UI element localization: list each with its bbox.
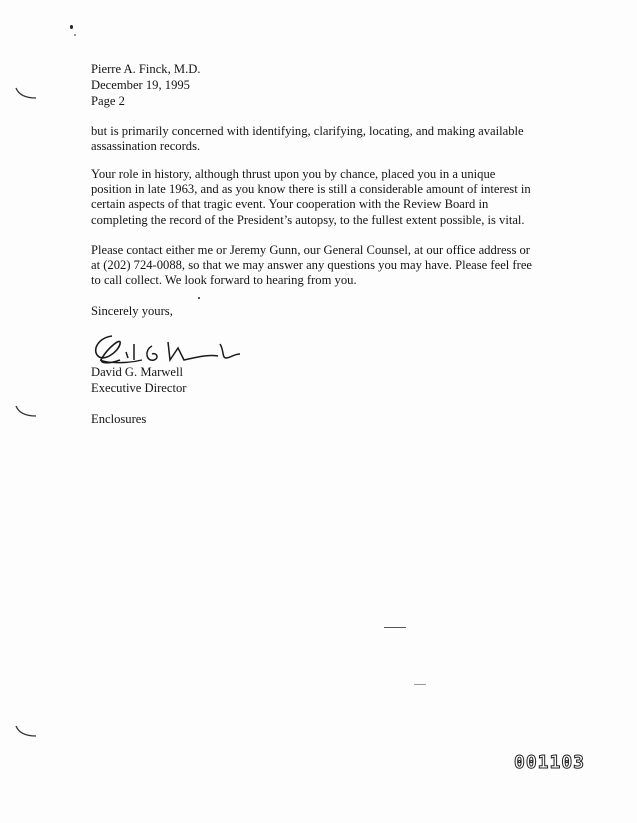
paragraph-line: to call collect. We look forward to hearing from you. [91, 273, 357, 288]
recipient-name: Pierre A. Finck, M.D. [91, 62, 201, 76]
scan-speck [414, 684, 426, 685]
paragraph-line: Your role in history, although thrust upon you by chance, placed you in a unique [91, 167, 496, 181]
paragraph-line: but is primarily concerned with identifying, clarifying, locating, and making available [91, 124, 524, 138]
paragraph-line: Please contact either me or Jeremy Gunn, our General Counsel, at our office address or [91, 243, 530, 257]
paragraph-line: at (202) 724-0088, so that we may answer any questions you may have. Please feel free [91, 258, 532, 273]
signer-name: David G. Marwell [91, 365, 183, 379]
paragraph-line: certain aspects of that tragic event. Your cooperation with the Review Board in [91, 197, 489, 212]
paragraph-line: assassination records. [91, 139, 201, 154]
paragraph-3 [91, 243, 571, 289]
letter-date: December 19, 1995 [91, 78, 190, 92]
salutation: Sincerely yours, [91, 304, 173, 318]
paragraph-line: completing the record of the President’s autopsy, to the fullest extent possible, is vital. [91, 212, 525, 227]
margin-mark [14, 724, 38, 740]
scan-speck [198, 297, 200, 299]
enclosures-note: Enclosures [91, 412, 147, 426]
paragraph-1 [91, 124, 571, 154]
margin-mark [14, 86, 38, 102]
page-number: Page 2 [91, 94, 125, 108]
scan-speck [384, 627, 406, 628]
document-number-stamp: 001103 [514, 752, 586, 773]
paragraph-line: position in late 1963, and as you know there is still a considerable amount of interest in [91, 182, 531, 197]
paragraph-2 [91, 167, 571, 228]
signer-title: Executive Director [91, 381, 187, 395]
scan-speck [74, 34, 76, 36]
margin-mark [14, 404, 38, 420]
scan-speck [70, 25, 73, 29]
